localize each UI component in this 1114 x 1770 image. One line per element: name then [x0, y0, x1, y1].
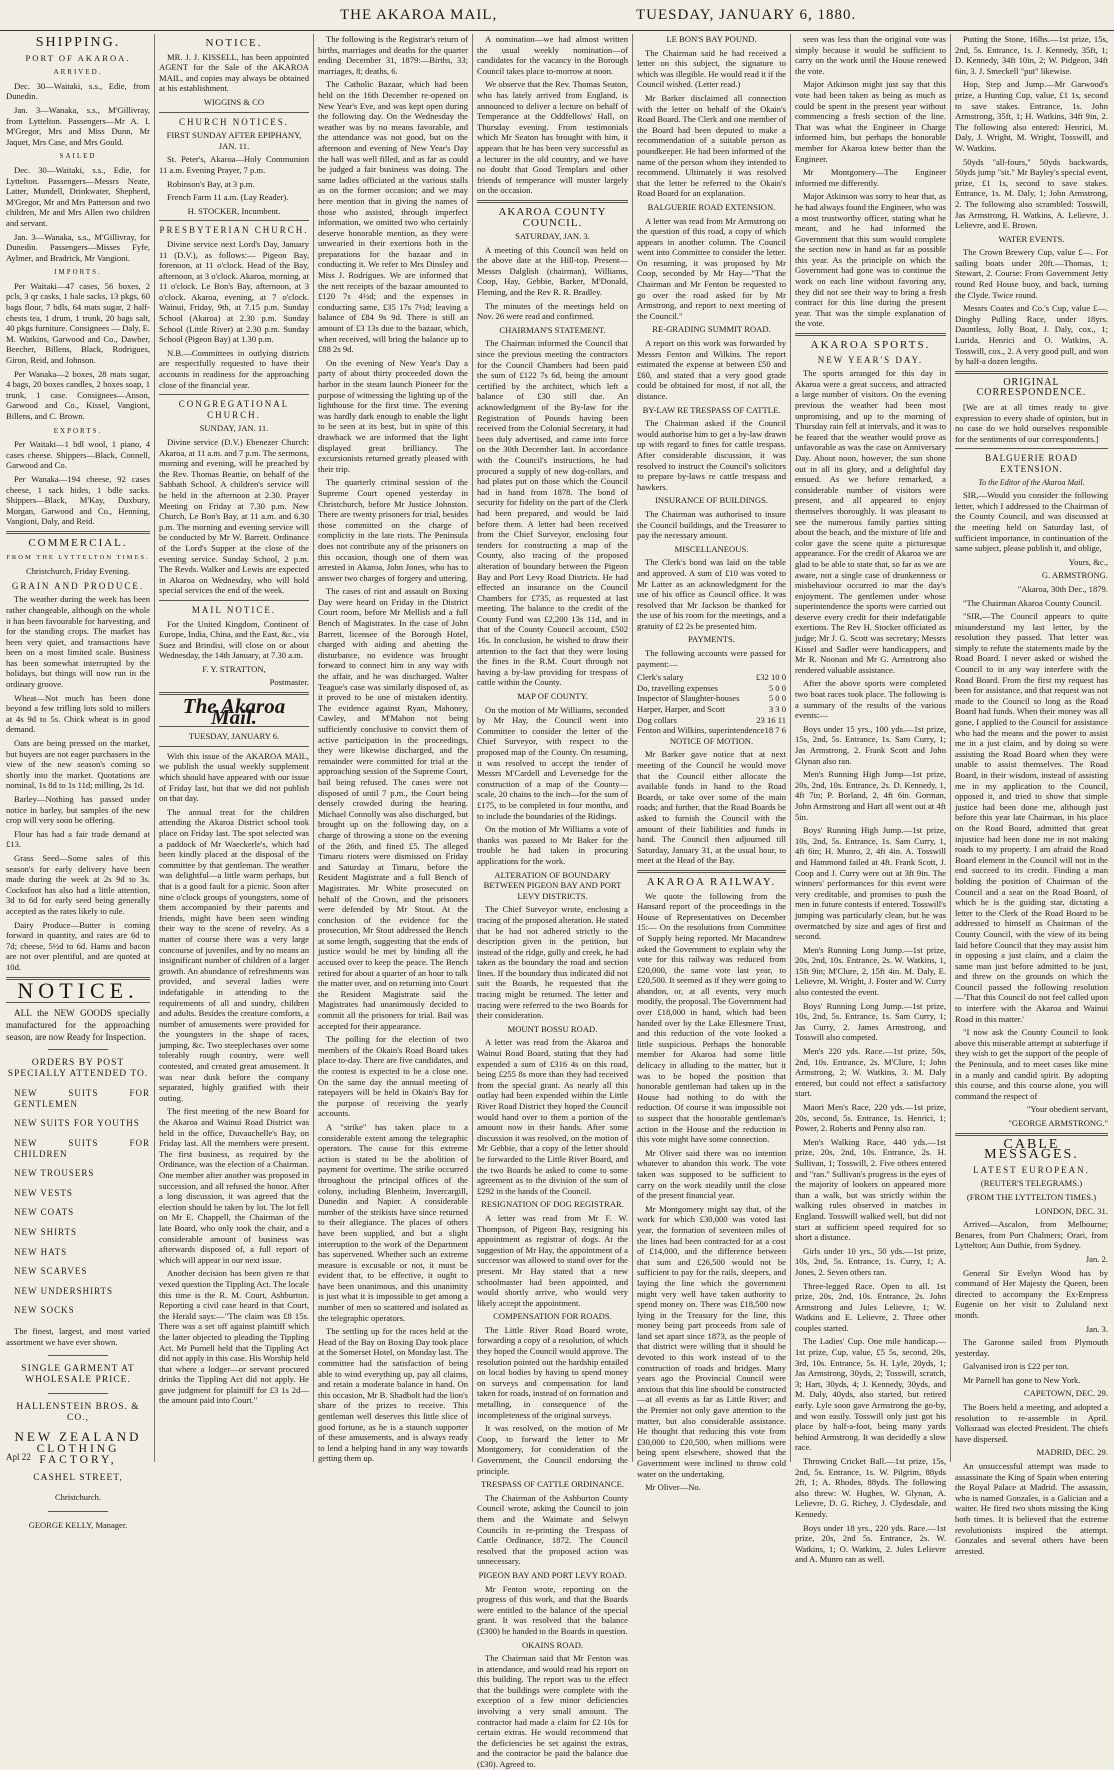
presbyterian-heading: PRESBYTERIAN CHURCH.: [159, 225, 309, 236]
column-rule: [472, 34, 473, 1462]
ad-item: NEW TROUSERS: [14, 1168, 95, 1179]
subheading: ALTERATION OF BOUNDARY BETWEEN PIGEON BAY AND PORT LEVY DISTRICTS.: [483, 869, 622, 901]
assortment-text: The finest, largest, and most varied assortment we have ever shown.: [6, 1326, 150, 1347]
source-line: FROM THE LYTTELTON TIMES.: [6, 553, 150, 561]
editorial-paragraph: With this issue of the AKAROA MAIL, we publish the usual weekly supplement which should have appeared with our issue of Friday last, but that we did not publish on that day.: [159, 750, 309, 804]
church-date: SUNDAY, JAN. 11.: [199, 423, 269, 434]
payment-item: Dog collars: [637, 714, 677, 725]
market-paragraph: Oats are being pressed on the market, but buyers are not eager purchasers in the view of the new season's coming so shortly into the market. Quotations are nominal, 1s 8d to 1s 11d; milling, 2s 1d.: [6, 738, 150, 791]
ad-item: NEW SHIRTS: [14, 1227, 78, 1238]
payment-row: [637, 704, 786, 715]
cable-dateline: LONDON, DEC. 31.: [1035, 1205, 1108, 1216]
sports-result: Boys under 15 yrs., 100 yds.—1st prize, 15s, 2nd, 5s. Entrance, 1s. Sam Curry, 1; Jas Armstrong, 2. Frank Scott and John Glynan also ran.: [795, 723, 946, 766]
arrival-entry: Dec. 30—Waitaki, s.s., Edie, from Dunedin.: [6, 80, 150, 102]
railway-paragraph: Mr Oliver—No.: [645, 1482, 701, 1493]
manager-line: GEORGE KELLY, Manager.: [28, 1519, 128, 1530]
sports-result: 50yds "all-fours," 50yds backwards, 50yds jump "sit." Mr Bayley's special event, prize, £1 1s, second to save stakes. Entrance, 1s. M. Daly, 1; John Armstrong, 2. The following also scrambled: Tosswill, Jas Armstrong, H. Watkins, A. Lelievre, J. Lelievre, and E. Brown.: [955, 156, 1108, 231]
column-1: [6, 34, 150, 1530]
news-paragraph: We observe that the Rev. Thomas Seaton, who has lately arrived from England, is announced to deliver a lecture on behalf of Temperance at the Oddfellows' Hall, on Thursday evening. From testimonials which Mr Seaton has brought with him, it appears that he has been very successful as a lecturer in the old country, and we have no doubt that Good Templars and other friends of temperance will muster largely on the occasion.: [477, 79, 628, 196]
cable-subheading: LATEST EUROPEAN.: [973, 1164, 1090, 1175]
subheading: OKAINS ROAD.: [521, 1639, 584, 1650]
payment-amount: 3 3 0: [768, 704, 786, 715]
church-service: French Farm 11 a.m. (Lay Reader).: [167, 192, 289, 203]
church-service: Divine service (D.V.) Ebenezer Church: Akaroa, at 11 a.m. and 7 p.m. The sermons, morning and evening, will be preached by the Rev. Thomas Beattie, on behalf of the Sabbath School. A children's service will be held in the afternoon at 2.30. Prayer Meeting on Friday at 7.30 p.m. New Church, Le Bon's Bay, at 11 a.m. and 6.30 p.m. The morning and evening service will be conducted by Mr W. Barrett. Ordinance of the Lord's Supper at the close of the evening service. Sunday School, 2 p.m. The Revds. Walker and Lewis are expected in Akaroa on Wednesday, who will hold special services the end of the week.: [159, 437, 309, 596]
sports-result: Girls under 10 yrs., 50 yds.—1st prize, 10s, 2nd, 5s. Entrance, 1s. Curry, 1; A. Jones, 2. Seven others ran.: [795, 1245, 946, 1277]
payment-row: [637, 683, 786, 694]
payment-row: [637, 725, 786, 736]
cable-dateline: MADRID, DEC. 29.: [1036, 1447, 1108, 1458]
railway-paragraph: Mr Montgomery—The Engineer informed me differently.: [795, 167, 946, 188]
payment-amount: 23 16 11: [756, 714, 786, 725]
column-rule: [632, 34, 633, 1462]
editorial-paragraph: The first meeting of the new Board for the Akaroa and Wainui Road District was held in the office, Duvauchelle's Bay, on Friday last. All the members were present. The first business, as required by the Ordinance, was the election of a Chairman. One member after another was proposed in succession, and all refused the honor. After a long discussion, it was agreed that the election should be taken by lot. The lot fell on Mr E. Chappell, the Chairman of the late Board, who only took the chair, and a considerable amount of business was afterwards disposed of, a full report of which will appear in our next issue.: [159, 1106, 309, 1265]
payment-row: [637, 672, 786, 683]
column-5: [637, 34, 786, 1493]
masthead-title: THE AKAROA MAIL,: [340, 7, 498, 23]
subheading: COMPENSATION FOR ROADS.: [493, 1311, 612, 1322]
letter-signature: G. ARMSTRONG.: [1041, 570, 1108, 581]
payments-list: [637, 672, 786, 736]
council-paragraph: A letter was read from the Akaroa and Wainui Road Board, stating that they had expended a sum of £316 4s on this road, being £255 8s more than they had received from the special grant. As nearly all this outlay had been expended within the Little River Road District they hoped the Council would hand over to them a portion of the amount now in their hands. After some discussion it was resolved, on the motion of Mr Gebbie, that a copy of the letter should be forwarded to the Little River Board, and the two Boards be asked to come to some agreement as to the division of the sum of £292 in the hands of the Council.: [477, 1037, 628, 1196]
divider: [159, 220, 309, 221]
sports-result: Three-legged Race. Open to all. 1st prize, 20s, 2nd, 10s. Entrance, 2s. John Armstrong and Jules Lelievre, 1; W. Watkins and E. Lelievre, 2. Three other couples started.: [795, 1280, 946, 1333]
sports-heading: AKAROA SPORTS.: [810, 339, 931, 352]
subheading: PAYMENTS.: [688, 634, 735, 645]
mail-notice: For the United Kingdom, Continent of Europe, India, China, and the East, &c., via Suez and Brindisi, will close on or about Wednesday, the 14th January, at 7.30 a.m.: [159, 618, 309, 661]
letter-recipient: "The Chairman Akaroa County Council.: [963, 597, 1102, 608]
grain-heading: GRAIN AND PRODUCE.: [11, 580, 145, 591]
sports-result: Throwing Cricket Ball.—1st prize, 15s, 2nd, 5s. Entrance, 1s. W. Pilgrim, 88yds 2ft, 1; A. Rhodes, 88yds. The following also threw: W. Hughes, W. Glynan, A. Lelievre, D. G. Richey, J. Clydesdale, and Kennedy.: [795, 1456, 946, 1519]
sports-subheading: NEW YEAR'S DAY.: [817, 354, 924, 365]
divider: [48, 1511, 108, 1512]
council-paragraph: The Clerk's bond was laid on the table and approved. A sum of £10 was voted to Mr Latter as an acknowledgment for the use of his office as Council office. It was resolved that Mr Jackson be thanked for the use of his room for the meetings, and a gratuity of £2 2s be presented him.: [637, 557, 786, 631]
railway-paragraph: We quote the following from the Hansard report of the proceedings in the House of Representatives on December 15:— On the resolutions from Committee of Supply being reported. Mr Macandrew asked the Government to explain why the vote for this railway was reduced from £20,000, the same vote last year, to £20,500. It seemed as if they were going to abandon, or, at all events, very much modify, the proposal. The Government had over £18,000 in hand, which had been handed over by the Lake Ellesmere Trust, and this reduction of the vote looked a little suspicious. Perhaps the honorable member for Akaroa had some little delicacy in alluding to the matter, but it was to be hoped the position that honorable gentleman had taken up in the House had nothing to do with the reduction. Of course it was impossible not to suspect that the honorable gentleman's action in the House and the reduction in this vote might have some connection.: [637, 890, 786, 1145]
subheading: BALGUERIE ROAD EXTENSION.: [647, 201, 776, 212]
sailed-heading: SAILED: [59, 152, 97, 161]
disclaimer: [We are at all times ready to give expression to every shade of opinion, but in no case do we hold ourselves responsible for the sentiments of our correspondents.]: [955, 402, 1108, 444]
sports-result: Men's Running Long Jump.—1st prize, 20s, 2nd, 10s. Entrance, 2s. W. Watkins, 1, 15ft 9in; M'Clure, 2, 15ft 4in. M. Daly, E. Lelievre, M. Wright, J. Foster and W. Curry also contested the event.: [795, 944, 946, 998]
subheading: INSURANCE OF BUILDINGS.: [655, 495, 768, 506]
notice-heading: NOTICE.: [205, 37, 263, 49]
subheading: RE-GRADING SUMMIT ROAD.: [652, 324, 771, 335]
ad-item: NEW HATS: [14, 1246, 68, 1257]
agent-notice: MR. J. J. KISSELL, has been appointed AGENT for the Sale of the AKAROA MAIL, and copies may always be obtained at his establishment.: [159, 51, 309, 94]
news-paragraph: The cases of riot and assault on Boxing Day were heard on Friday in the District Court room, before Mr Mellish and a full Bench of Magistrates. In the case of John Barrett, licensee of the Borough Hotel, charged with aiding and abetting the disturbance, no evidence was brought forward to connect him in any way with the affair, and he was discharged. Walter Teague's case was similarly disposed of, as it proved to be one of mistaken identity. The evidence against Ryan, Mahoney, Cawley, and M'Mahon not being sufficiently conclusive to convict them of active participation in the proceedings, they were likewise discharged, and the remainder were committed for trial at the approaching session of the Supreme Court, bail being refused. The cases were not disposed of until 7 p.m., the Court being densely crowded during the hearing. Michael Connolly was also discharged, but brought up on the following day, on a charge of throwing a stone on the evening of the 26th, and fined £5. The alleged Timaru rioters were dismissed on Friday and Saturday at Timaru, before the Resident Magistrate and a full Bench of Magistrates. Mr White prosecuted on behalf of the Crown, and the prisoners were defended by Mr Stout. At the conclusion of the evidence for the prosecution, Mr Stout addressed the Bench at some length, suggesting that the ends of justice would be met by binding all the accused over to keep the peace. The Bench retired for about a quarter of an hour to talk the matter over, and on returning into Court the Resident Magistrate said the Magistrates had unanimously decided to commit all the prisoners for trial. Bail was accepted for their appearance.: [318, 586, 469, 1031]
letter-paragraph: "SIR,—The Council appears to quite misunderstand my last letter, by the resolution they passed. That letter was simply to refute the statements made by the Road Board. I never asked or wished the Council to in any way interfere with the Road Board. From the first my request has been for assistance, and that request was not made to the Council so long as the Road Board had funds. When their money was all gone, I applied to the Council for assistance who had the means and the power to assist me in a just claim, and by doing so were assisting the Road Board when they were unable to assist themselves. The Road Board, in their wisdom, instead of assisting me in my application to the Council, opposed it, and tried to show that simple justice had been done me, although just before this year late Chairman, in his place on the Road Board, admitted that great injustice had been done me in not making roads to my property. I am afraid the Road Board element in the Council will not in the end succeed to its credit. Finding a man holding the position of Chairman of the Council and a seat on the Road Board, of which he is the guiding star, dictating a letter to the Clerk of the Road Board to be addressed to himself as Chairman of the County Council, with the view of its being laid before Council that they may assist him in opposing a just claim, and a claim the same man just before admitted to be just, and threw on the grounds on which the Council passed the following resolution—'That this Council do not feel called upon to interfere with the Akaroa and Wainui Road in this matter.': [955, 611, 1108, 1024]
divider: [159, 112, 309, 113]
payment-item: Do, travelling expenses: [637, 682, 718, 693]
nz-line: NEW ZEALAND: [14, 1428, 142, 1444]
market-paragraph: Barley—Nothing has passed under notice in barley, but samples of the new crop will very soon be offering.: [6, 794, 150, 826]
news-paragraph: The quarterly criminal session of the Supreme Court opened yesterday in Christchurch, before Mr Justice Johnston. There are twenty prisoners for trial, besides those committed on the charge of complicity in the late riots. The Peninsula does not contribute any of the prisoners on this occasion, though one of them was arrested in Akaroa, John Jones, who has to answer two charges of forgery and uttering.: [318, 477, 468, 583]
correspondence-heading: ORIGINAL CORRESPONDENCE.: [976, 376, 1087, 399]
cable-item: Mr Parnell has gone to New York.: [963, 1374, 1081, 1385]
news-paragraph: The settling up for the races held at the Head of the Bay on Boxing Day took place at the Somerset Hotel, on Monday last. The committee had the satisfaction of being able to wind everything up, pay all claims, and retain a moderate balance in hand. On this occasion, Mr B. Shadbolt had the lion's share of the prizes to receive. This gentleman well deserves this little slice of good fortune, as he is a staunch supporter of these amusements, and is always ready to lend a helping hand in any way towards getting them up.: [318, 1326, 468, 1464]
divider: [159, 600, 309, 601]
signature: F. Y. STRATTON,: [202, 663, 266, 674]
subheading: BY-LAW RE TRESPASS OF CATTLE.: [642, 404, 781, 415]
letter-heading: BALGUERIE ROAD EXTENSION.: [985, 453, 1078, 474]
single-garment-line: SINGLE GARMENT AT WHOLESALE PRICE.: [21, 1364, 135, 1385]
letter-date: "Akaroa, 30th Dec., 1879.: [1017, 583, 1108, 594]
orders-line: ORDERS BY POST SPECIALLY ATTENDED TO.: [7, 1058, 149, 1079]
divider: [159, 746, 309, 747]
subheading: MOUNT BOSSU ROAD.: [507, 1023, 598, 1034]
council-paragraph: A meeting of this Council was held on the above date at the Hill-top. Present—Messrs Dalglish (chairman), Williams, Coop, Hay, Gebbie, Barker, M'Donald, Fleming, and the Rev R. R. Bradley.: [477, 244, 628, 298]
council-paragraph: The following accounts were passed for payment:—: [637, 648, 786, 669]
cable-item: The Boers held a meeting, and adopted a resolution to re-assemble in April. Volksraad was elected President. The chiefs have dispersed.: [955, 1402, 1108, 1444]
cable-dateline: Jan. 2.: [1085, 1253, 1108, 1264]
sailing-entry: Jan. 3—Wanaka, s.s., M'Gillivray, for Dunedin. Passengers—Misses Fyfe, Aylmer, and Bradrick, Mr Vangioni.: [6, 231, 150, 263]
cable-item: Arrived—Ascalon, from Melbourne; Benares, from Port Chalmers; Orari, from Lyttelton; Aun Duthie, from Sydney.: [955, 1219, 1108, 1251]
sports-result: The Ladies' Cup. One mile handicap.—1st prize, Cup, value, £5 5s, second, 20s, 3rd, 10s. Entrance, 5s. H. Lyle, 20yds, 1; Jas Armstrong, 30yds, 2; Tosswill, scratch, 3; Hart, 30yds, 4; J. Kennedy, 30yds, and M. Daly, 40yds, also started, but retired early. Lyle soon gave Armstrong the go-by, and won easily. Tosswill only just got his place by half-a-foot, being many yards behind Armstrong. It was decidedly a slow race.: [795, 1336, 946, 1453]
railway-heading: AKAROA RAILWAY.: [646, 875, 777, 888]
payment-item: Clerk's salary: [637, 672, 684, 683]
subheading: TRESPASS OF CATTLE ORDINANCE.: [481, 1479, 624, 1490]
column-7: [955, 34, 1108, 1556]
sports-result: Maori Men's Race, 220 yds.—1st prize, 20s, second, 5s. Entrance, 1s. Henrici, 1; Power, 2. Roberts and Penny also ran.: [795, 1102, 946, 1134]
council-paragraph: The Chairman informed the Council that since the previous meeting the contractors for the Council Chambers had been paid the sum of £122 7s 6d, being the amount certified by the architect, which left a balance of £30 still due. An acknowledgment of the By-law for the Registration of Pounds having been received from the Colonial Secretary, it had been duly advertised, and came into force on the 30th December last. In accordance with the Council's instructions, he had procured a supply of new dog-collars, and had plates put on those which the Council had in hand from 1878. The bond of security for fidelity on the part of the Clerk had been prepared, and would be laid before them. A letter had been received from the Chief Surveyor, enclosing four tenders for constructing a map of the County, also tracing of the proposed alteration of boundary between the Pigeon Bay and Port Levy Road Districts. He had effected an insurance on the Council Chambers for £735, as requested at last meeting. The balance to the credit of the County Fund was £2,200 13s 11d, and in that of the County Council account, £502 16s. In conclusion, he wished to draw their attention to the fact that they were losing the fines in the R.M. Court through not having a by-law providing for trespass of cattle within the County.: [477, 338, 628, 688]
dateline: Christchurch, Friday Evening.: [25, 566, 131, 577]
issue-date: TUESDAY, JANUARY 6.: [188, 731, 280, 742]
ad-item: NEW COATS: [14, 1207, 75, 1218]
sports-result: Men's Walking Race, 440 yds.—1st prize, 20s, 2nd, 10s. Entrance, 2s. H. Sullivan, 1; Tosswill, 2. Five others entered and "ran." Sullivan's progress in the eyes of the majority of lookers on appeared more than a walk, but was strictly within the walking rules observed in matches in England. Tosswill walked well, but did not start at sufficient speed required for so short a distance.: [795, 1136, 946, 1243]
sports-result: The Crown Brewery Cup, value £—. For sailing boats under 20ft.—Thomas, 1; Stewart, 2. Course: From Government Jetty round Red House buoy, and back, turning the Clyde. Twice round.: [955, 247, 1108, 300]
council-paragraph: Mr Barker disclaimed all connection with the letter on behalf of the Okain's Road Board. The Clerk and one member of the Board had been deputed to make a recommendation of a suitable person as poundkeeper. He had been informed of the name of the person whom they intended to recommend. Ultimately it was resolved that the letter be referred to the Okain's Road Board for an explanation.: [637, 92, 786, 199]
subheading: MISCELLANEOUS.: [674, 543, 749, 554]
subheading: NOTICE OF MOTION.: [669, 735, 754, 746]
cable-source: (FROM THE LYTTELTON TIMES.): [966, 1191, 1097, 1202]
ad-item: NEW VESTS: [14, 1187, 73, 1198]
church-service: Robinson's Bay, at 3 p.m.: [167, 178, 255, 189]
congregational-heading: CONGREGATIONAL CHURCH.: [178, 399, 290, 420]
ad-item: NEW SUITS FOR GENTLEMEN: [14, 1088, 150, 1109]
divider: [48, 1393, 108, 1394]
council-paragraph: Mr Fenton wrote, reporting on the progress of this work, and that the Boards were entitled to the balance of the special grant. It was resolved that the balance (£300) be handed to the Boards in question.: [477, 1583, 628, 1636]
church-date: FIRST SUNDAY AFTER EPIPHANY, JAN. 11.: [166, 130, 302, 151]
sports-result: Men's Running High Jump—1st prize, 20s, 2nd, 10s. Entrance, 2s. D. Kennedy, 1, 4ft 7in; P. Borland, 2, 4ft 6in. Gorman, John Armstrong and Hart all went out at 4ft 5in.: [795, 769, 946, 822]
import-entry: Per Wanaka—2 boxes, 28 mats sugar, 4 bags, 20 boxes candles, 2 boxes soap, 1 trunk, 1 case. Consignees—Anson, Garwood and Co., Kissel, Vangioni, Billens, and C. Brown.: [6, 368, 150, 421]
divider: [955, 448, 1108, 449]
news-paragraph: The Catholic Bazaar, which had been held on the 16th December re-opened on New Year's Eve, and was kept open during the following day. On the Wednesday the weather was by no means favorable, and the attendance was not good, but on the afternoon and evening of New Year's Day the hall was well filled, and as far as could be judged a fair business was doing. The same ladies officiated at the various stalls as on the former occasion; and we may here mention that in giving the names of those who assisted, through imperfect information, we omitted two who certainly deserve honorable mention, as they were unwearied in their exertions both in the preparations for the bazaar and in conducting it. We refer to Mrs Dinsley and Miss J. Rodrigues. We are informed that the nett receipts of the bazaar amounted to £120 7s 4½d; and the expenses in conducting same, £35 17s 7½d; leaving a balance of £84 9s 9d. There is still an amount of £3 13s due to the bazaar, which, when received, will bring the balance up to £88 2s 9d.: [318, 79, 468, 355]
cable-item: General Sir Evelyn Wood has by command of Her Majesty the Queen, been directed to accompany the Ex-Empress Eugenie on her visit to Zululand next month.: [955, 1267, 1108, 1320]
column-rule: [313, 34, 314, 1462]
signature: WIGGINS & CO: [203, 96, 265, 107]
sports-result: Hop, Step and Jump.—Mr Garwood's prize, a Hunting Cup, value, £1 1s, second to save stakes. Entrance, 1s. John Armstrong, 35ft, 1; H. Watkins, 34ft 9in, 2. The following also entered: Henrici, M. Daly, J. Wright, M. Wright, Tosswill, and W. Watkins.: [955, 79, 1108, 153]
import-entry: Per Waitaki—47 cases, 56 boxes, 2 pcls, 3 qr casks, 1 bale sacks, 13 pkgs, 60 bags flour, 7 bdls, 64 mats sugar, 2 half-chests tea, 1 drum, 1 trunk, 20 bags salt, 40 pkgs furniture. Consignees — Daly, E. M. Watkins, Garwood and Co., Dawber, Beecher, Billens, Black, Rodrigues, Giron, Reid, and Johnson.: [6, 280, 150, 366]
cable-item: An unsuccessful attempt was made to assassinate the King of Spain when entering the Royal Palace at Madrid. The assassin, who is named Gonzales, is a Galician and a waiter. He fired two shots missing the King both times. It is believed that the extreme revolutionists inspired the attempt. Gonzales and several others have been arrested.: [955, 1461, 1108, 1556]
divider: [48, 1355, 108, 1356]
railway-paragraph: Mr Montgomery might say that, of the work for which £30,000 was voted last year, the formation of seventeen miles of the lines had been contracted for at a cost of £14,000, and the difference between that sum and £26,500 would not be sufficient to pay for the rails, sleepers, and laying the line which the government might very well have taken authority to spend money on. There was £18,500 now lying in the Treasury for the line, this money being part proceeds from sale of land set apart since 1873, as the people of that district were willing that it should be devoted to this work instead of to the construction of roads and bridges. Many years ago the Provincial Council were anxious that this line should be constructed—at all events as far as Little River; and the Premier not only gave attention to the matter, but also considerable assistance. He thought that reducing this vote from £30,000 to £20,500, when millions were being spent elsewhere, showed that the Government were inclined to throw cold water on the undertaking.: [637, 1203, 786, 1479]
paper-title: The Akaroa Mail.: [182, 694, 286, 729]
sports-result: Putting the Stone, 16lbs.—1st prize, 15s, 2nd, 5s. Entrance, 1s. J. Kennedy, 35ft, 1; D. Kennedy, 34ft 10in, 2; W. Pidgeon, 34ft 6in, 3. J. Smeckell "put" likewise.: [955, 34, 1108, 76]
cable-dateline: Jan. 3.: [1085, 1323, 1108, 1334]
railway-paragraph: seen was less than the original vote was simply because it would be sufficient to carry on the work until the House renewed the vote.: [795, 34, 946, 76]
editorial-paragraph: Another decision has been given re that vexed question the Tippling Act. The locale this time is the R. M. Court, Ashburton. Reporting a civil case heard in that Court, the Herald says:—"The claim was £8 15s. There was a set off against plaintiff which the latter objected to pleading the Tippling Act. Mr Purnell held that the Tippling Act did not apply in this case. His Worship held that where a lodger—or servant procured drinks the Tippling Act did not apply. He gave judgment for plaintiff for £3 1s 2d—the amount paid into Court.": [159, 1268, 309, 1406]
mail-notice-heading: MAIL NOTICE.: [191, 604, 277, 615]
ad-item: NEW SOCKS: [14, 1305, 75, 1316]
notice-banner: NOTICE.: [17, 977, 139, 1003]
cable-dateline: CAPETOWN, DEC. 29.: [1023, 1388, 1108, 1399]
letter-address: To the Editor of the Akaroa Mail.: [978, 477, 1085, 487]
divider: [795, 333, 946, 336]
export-entry: Per Wanaka—194 cheese, 92 cases cheese, 1 sack hides, 1 bdle sacks. Shippers—Black, M'Kay, Duxbury, Morgan, Garwood and Co., Henning, Vangioni, Daly, and Reid.: [6, 473, 150, 527]
factory-line: CLOTHING FACTORY,: [36, 1443, 120, 1466]
sailing-entry: Dec. 30—Waitaki, s.s., Edie, for Lyttelton. Passengers—Messrs Neate, Latter, Mundell, Drinkwater, Shepherd, M'Gregor, Mr and Mrs Patterson and two children, Mr and Mrs Allen two children and servant.: [6, 164, 150, 228]
ad-item: NEW SCARVES: [14, 1266, 88, 1277]
council-paragraph: On the motion of Mr Williams a vote of thanks was passed to Mr Baker for the trouble he had taken in procuring applications for the work.: [477, 824, 628, 866]
subheading: CHAIRMAN'S STATEMENT.: [499, 324, 606, 335]
letter-paragraph: SIR,—Would you consider the following letter, which I addressed to the Chairman of the County Council, and was discussed at the meeting held on Saturday last, of sufficient importance, in continuation of the same subject, please publish it, and oblige,: [955, 490, 1108, 554]
church-heading: CHURCH NOTICES.: [178, 116, 289, 127]
subheading: MAP OF COUNTY.: [517, 691, 588, 702]
arrived-heading: ARRIVED.: [53, 68, 103, 77]
subheading: WATER EVENTS.: [998, 233, 1065, 244]
column-rule: [950, 34, 951, 1462]
council-paragraph: A letter was read from Mr Armstrong on the question of this road, a copy of which appears in another column. The Council went into Committee to consider the letter. On resuming, it was proposed by Mr Coop, seconded by Mr Hay—"That the Chairman and Mr Fenton be requested to go over the road asked for by Mr Armstrong, and report to next meeting of the Council.": [637, 215, 786, 321]
council-date: SATURDAY, JAN. 3.: [515, 231, 590, 242]
cable-source: (REUTER'S TELEGRAMS.): [980, 1178, 1083, 1189]
notice-text: ALL the NEW GOODS specially manufactured for the approaching season, are now Ready for Inspection.: [6, 1008, 150, 1043]
imports-heading: IMPORTS.: [54, 268, 102, 277]
masthead: [0, 0, 1114, 31]
arrival-entry: Jan. 3—Wanaka, s.s., M'Gillivray, from Lyttelton. Passengers—Mr A. I. M'Gregor, Mrs and Miss Dunn, Mr Jaquet, Mrs Case, and Mrs Gould.: [6, 104, 150, 147]
council-paragraph: It was resolved, on the motion of Mr Coop, to forward the letter to Mr Montgomery, for consideration of the Government, the Council endorsing the principle.: [477, 1423, 628, 1476]
masthead-date: TUESDAY, JANUARY 6, 1880.: [636, 7, 857, 23]
letter-closing: "Your obedient servant,: [1026, 1104, 1108, 1115]
subheading: LE BON'S BAY POUND.: [666, 34, 757, 44]
street-line: CASHEL STREET,: [33, 1473, 123, 1484]
payment-amount: 18 7 6: [764, 725, 786, 736]
cable-heading: CABLE MESSAGES.: [984, 1136, 1079, 1163]
railway-paragraph: Major Atkinson might just say that this vote had been taken as being as much as could be spent in the present year without commencing a fresh section of the line. That was what the Engineer in Charge informed him, but perhaps the honorable member for Akaroa knew better than the Engineer.: [795, 79, 946, 164]
letter-signature: "GEORGE ARMSTRONG.": [1008, 1118, 1108, 1128]
ad-item: NEW SUITS FOR YOUTHS: [14, 1118, 140, 1129]
letter-closing: Yours, &c.,: [1068, 556, 1108, 567]
letter-paragraph: "I now ask the County Council to look above this miserable attempt at subterfuge if they wish to get the support of the people of the Peninsula, and to meet cases like mine in a manly and candid spirit. By adopting this course, and this course alone, you will command the respect of: [955, 1027, 1108, 1101]
council-paragraph: The Chairman was authorised to insure the Council buildings, and the Treasurer to pay the necessary amount.: [637, 508, 786, 541]
sports-result: Boys' Running High Jump.—1st prize, 10s, 2nd, 5s. Entrance, 1s. Sam Curry, 1, 4ft 6in; H. Munro, 2, 4ft 4in. A. Tosswill and Hammond failed at 4ft. Frank Scott, J. Coop and J. Curry were out at 3ft 9in. The winners' performances for this event were very creditable, and promises to push the men in future contests if entered. Tosswill's jumping was particularly clean, but he was overmatched by size and ages of first and second.: [795, 825, 946, 942]
council-paragraph: On the motion of Mr Williams, seconded by Mr Hay, the Council went into Committee to consider the letter of the Chief Surveyor, with respect to the proposed map of the County. On resuming, it was resolved to accept the tender of Messrs M'Cardell and Leversedge for the construction of a map of the County—scale, 20 chains to the inch—for the sum of £175, to be completed in four months, and to include the boundaries of the Ridings.: [477, 704, 628, 821]
ad-item: NEW UNDERSHIRTS: [14, 1285, 114, 1296]
payment-amount: 5 0 0: [768, 682, 786, 693]
subheading: RESIGNATION OF DOG REGISTRAR.: [481, 1199, 624, 1210]
editorial-paragraph: The annual treat for the children attending the Akaroa District school took place on Friday last. The spot selected was a paddock of Mr Waeckerle's, which had been kindly placed at the disposal of the committee by that gentleman. The weather was delightful—a little warm perhaps, but that is a good fault for a picnic. Soon after nine o'clock groups of youngsters, some of them accompanied by their parents and friends, might have been seen winding their way to the scene of revelry. As a matter of course there was a very large concourse of juveniles, and by no means an insignificant number of children of a larger growth. An abundance of refreshments was provided, and several ladies were indefatigable in attending to the requirements of all and sundry, children and adults. Besides the creature comforts, a number of amusements were provided for the youngsters in the shape of races, jumping, &c. Two steeplechases over some tolerably rough country, were well contested, and created great amusement. It was near dusk before the company separated, highly gratified with their outing.: [159, 806, 309, 1103]
shipping-heading: SHIPPING.: [35, 35, 121, 50]
cable-item: The Garonne sailed from Plymouth yesterday.: [955, 1337, 1108, 1358]
export-entry: Per Waitaki—1 bdl wool, 1 piano, 4 cases cheese. Shippers—Black, Connell, Garwood and Co.: [6, 439, 150, 471]
sports-paragraph: The sports arranged for this day in Akaroa were a great success, and attracted a large number of visitors. On the evening previous the weather had been most unpromising, and up to the morning of Thursday rain fell at intervals, and it was to be feared that the weather would prove as unfavorable as was the case on Anniversary Day. About noon, however, the sun shone out in all its glory, and a delightful day ensued. As we before remarked, a considerable number of visitors were present, and all appeared to enjoy themselves thoroughly. It was pleasant to see the numerous family parties sitting about the beach, and the mixture of life and color gave the scene quite a picturesque appearance. For the credit of Akaroa we are glad to be able to state that, so far as we are aware, not a single case of drunkenness or misbehaviour occurred to mar the day's enjoyment. The gentlemen under whose superintendence the sports were carried out deserve every credit for their indefatigable exertions. The Rev H. Stocker officiated as judge; Mr J. G. Scott was secretary; Messrs Kissel and Sadler were handicappers, and Mr R. Noonan and Mr G. Armstrong also rendered valuable assistance.: [795, 368, 946, 675]
news-paragraph: A nomination—we had almost written the usual weekly nomination—of candidates for the vacancy in the Borough Council takes place to-morrow at noon.: [477, 34, 628, 76]
market-paragraph: Grass Seed—Some sales of this season's for early delivery have been made during the week at 2s 9d to 3s. Cocksfoot has also had a little attention, 3d to 6d for early seed being generally accepted as the rates likely to rule.: [6, 852, 150, 916]
column-3: [318, 34, 468, 1462]
divider: [159, 394, 309, 395]
council-paragraph: The Chairman said he had received a letter on this subject, the signature to which was illegible. He would read it if the Council wished. (Letter read.): [637, 47, 786, 90]
city-line: Christchurch.: [54, 1491, 102, 1502]
divider: [637, 870, 786, 873]
market-paragraph: The weather during the week has been rather changeable, although on the whole it has been favourable for harvesting, and for the standing crops. The market has been very quiet, and transactions have been on a most limited scale. Business has been somewhat interrupted by the holidays, but things will now run in the ordinary groove.: [6, 594, 150, 690]
sports-result: Messrs Coates and Co.'s Cup, value £—. Dinghy Pulling Race, under 18yrs. Dauntless, Jolly Boat, J. Daly, cox., 1; Lurida, Henrici and O. Watkins, A. Tosswill, cox., 2. A very good pull, and won by half-a dozen lengths.: [955, 303, 1108, 367]
council-paragraph: The minutes of the meetings held on Nov. 26 were read and confirmed.: [477, 300, 628, 322]
divider: [955, 371, 1108, 374]
news-paragraph: A "strike" has taken place to a considerable extent among the telegraphic operators. The cause for this extreme action is stated to be the abolition of payment for overtime. The strike occurred throughout the principal offices of the colony, including Blenheim, Invercargill, Dunedin and Napier. A considerable number of the strikists have since returned to their allegiance. The places of others have been supplied, and but a slight interruption to the work of the Department has supervened. Whether such an extreme measure is excusable or not, it must be evident that, to be effective, it ought to have been unanimous, and this unanimity is just what it is impossible to get among a number of men so scattered and isolated as the telegraphic operators.: [318, 1121, 468, 1323]
news-paragraph: The following is the Registrar's return of births, marriages and deaths for the quarter ending December 31, 1879:—Births, 33; marriages, 8; deaths, 6.: [318, 34, 468, 76]
council-paragraph: A report on this work was forwarded by Messrs Fenton and Wilkins. The report estimated the expense at between £50 and £60, and stated that a very good grade could be obtained for most, if not all, the distance.: [637, 338, 786, 401]
divider: [955, 1133, 1108, 1136]
sports-result: Boys' Running Long Jump.—1st prize, 10s, 2nd, 5s. Entrance, 1s. Sam Curry, 1; Jas Curry, 2. James Armstrong, and Tosswill also competed.: [795, 1000, 946, 1043]
payment-item: Fenton and Wilkins, superintendence: [637, 725, 765, 736]
church-service: Divine service next Lord's Day, January 11 (D.V.), as follows:— Pigeon Bay, forenoon, at 11 o'clock. Head of the Bay, afternoon, at 3 o'clock. Akaroa, morning, at 11 o'clock. Le Bon's Bay, afternoon, at 3 o'clock. Akaroa, evening, at 7 o'clock. Wainui, Friday, 9th, at 7.15 p.m. Sunday School (Akaroa) at 2.30 p.m. Sunday School (Little River) at 2.30 p.m. Sunday School (Pigeon Bay) at 1.30 p.m.: [159, 238, 309, 345]
market-paragraph: Flour has had a fair trade demand at £13.: [6, 828, 150, 850]
column-rule: [790, 34, 791, 1462]
council-paragraph: Mr Barker gave notice that at next meeting of the Council he would move that the Council either allocate the available funds in hand to the Road Boards, or take over some of the main roads; and further, that the Road Boards be asked to furnish the Council with the amount of their liabilities and funds in hand. The Council then adjourned till Saturday, January 31, at the usual hour, to meet at the Head of the Bay.: [637, 749, 786, 866]
signature-title: Postmaster.: [269, 677, 309, 688]
divider: [6, 531, 150, 534]
market-paragraph: Wheat—Not much has been done beyond a few trifling lots sold to millers at 4s 9d to 5s. Chick wheat is in good demand.: [6, 692, 150, 735]
news-paragraph: The polling for the election of two members of the Okain's Road Board takes place to-day. There are five candidates, and the contest is expected to be a close one. On the same day the annual meeting of ratepayers will be held in Okain's Bay for the purpose of receiving the yearly accounts.: [318, 1034, 468, 1119]
column-6: [795, 34, 946, 1565]
council-heading: AKAROA COUNTY COUNCIL.: [498, 205, 607, 229]
payment-item: Harper, Harper, and Scott: [637, 704, 725, 715]
council-paragraph: The Little River Road Board wrote, forwarding a copy of a resolution, of which they hoped the Council would approve. The resolution pointed out the hardship entailed on local bodies by having to spend money on surveys and compensation for land taken for roads, instead of on formation and metalling, in consequence of the incompleteness of the original surveys.: [477, 1324, 628, 1420]
firm-name: HALLENSTEIN BROS. & CO.,: [16, 1402, 140, 1423]
council-paragraph: The Chairman asked if the Council would authorise him to get a by-law drawn up with regard to fines for cattle trespass. After considerable discussion, it was resolved to instruct the Council's solicitors to prepare by-laws re cattle trespass and hawkers.: [637, 418, 786, 492]
payment-row: [637, 693, 786, 704]
exports-heading: EXPORTS.: [53, 426, 103, 435]
sports-result: Men's 220 yds. Race.—1st prize, 50s, 2nd, 10s. Entrance, 2s. M'Clure, 1; John Armstrong, 2; W. Watkins, 3. M. Daly entered, but could not effect a satisfactory start.: [795, 1046, 946, 1099]
subheading: PIGEON BAY AND PORT LEVY ROAD.: [478, 1569, 627, 1580]
commercial-heading: COMMERCIAL.: [28, 536, 128, 549]
railway-paragraph: Major Atkinson was sorry to hear that, as he had always found the Engineer, who was a most trustworthy officer, stating what he meant, and he had informed the Government that this sum would complete the section now in hand as far as possible this year. As the principle on which the Government had gone was to continue the work on each line without favoring any, they did not see their way to bring a fresh contract for this line during the present year. That was the simple explanation of the vote.: [795, 191, 946, 329]
footer-mark: Apl 22: [6, 1452, 31, 1462]
church-note: N.B.—Committees in outlying districts are respectfully requested to have their accounts in readiness for the approaching close of the financial year.: [159, 347, 309, 390]
column-2: [159, 34, 309, 1462]
council-paragraph: A letter was read from Mr F. W. Thompson, of Pigeon Bay, resigning his appointment as registrar of dogs. At the suggestion of Mr Hay, the appointment of a successor was allowed to stand over for the present. Mr Hay stated that a new schoolmaster had been appointed, and would shortly arrive, who would very likely accept the appointment.: [477, 1212, 628, 1308]
divider: [477, 200, 628, 203]
council-paragraph: The Chairman said that Mr Fenton was in attendance, and would read his report on this building. The report was to the effect that the buildings were complete with the exception of a few minor deficiencies involving a very small amount. The contractor had made a claim for £2 10s for certain extras. He would recommend that the deficiencies be set against the extras, and the contractor be paid the balance due (£30). Agreed to.: [477, 1653, 628, 1770]
news-paragraph: On the evening of New Year's Day a party of about thirty proceeded down the harbor in the steam launch Pioneer for the purpose of witnessing the lighting up of the lighthouse for the first time. The evening was hardly dark enough to enable the light to be seen at its best, but in spite of this drawback we are informed that the light displayed great brilliancy. The excursionists returned greatly pleased with their trip.: [318, 357, 468, 474]
payment-row: [637, 715, 786, 726]
sports-paragraph: After the above sports were completed two boat races took place. The following is a summary of the results of the various events:—: [795, 678, 946, 721]
railway-paragraph: Mr Oliver said there was no intention whatever to abandon this work. The vote taken was supposed to be sufficient to carry on the work steadily until the close of the present financial year.: [637, 1147, 786, 1201]
port-heading: PORT OF AKAROA.: [25, 52, 131, 63]
council-paragraph: The Chairman of the Ashburton County Council wrote, asking the Council to join them and the Waimate and Selwyn Councils in re-printing the Trespass of Cattle Ordinance, 1872. The Council resolved that the proposed action was unnecessary.: [477, 1492, 628, 1567]
payment-amount: £32 10 0: [755, 672, 786, 683]
council-paragraph: The Chief Surveyor wrote, enclosing a tracing of the proposed alteration. He stated that he had not adhered strictly to the description given in the petition, but instead of the ridge, gully and creek, he had taken as the boundary the road and section lines. If the boundary thus indicated did not suit the Boards, he requested that the tracing might be returned. The letter and tracing were referred to the two Boards for their consideration.: [477, 904, 628, 1021]
church-service: St. Peter's, Akaroa—Holy Communion 11 a.m. Evening Prayer, 7 p.m.: [159, 154, 309, 175]
sports-result: Boys under 18 yrs., 220 yds. Race.—1st prize, 20s, 2nd 5s. Entrance, 2s. W. Watkins, 1; O. Watkins, 2. Jules Lelievre and A. Munro ran as well.: [795, 1522, 946, 1565]
payment-amount: 5 0 0: [768, 693, 786, 704]
market-paragraph: Dairy Produce—Butter is coming forward in quantity, and rates are 6d to 7d; cheese, 5½d to 6d. Hams and bacon are not over plentiful, and are quoted at 10d.: [6, 919, 150, 972]
signature: H. STOCKER, Incumbent.: [187, 205, 281, 216]
payment-item: Inspector of Slaughter-houses: [637, 693, 740, 704]
cable-item: Galvanised iron is £22 per ton.: [963, 1361, 1069, 1372]
ad-item: NEW SUITS FOR CHILDREN: [14, 1138, 150, 1159]
divider: [48, 1049, 108, 1050]
column-rule: [154, 34, 155, 1462]
column-4: [477, 34, 628, 1770]
